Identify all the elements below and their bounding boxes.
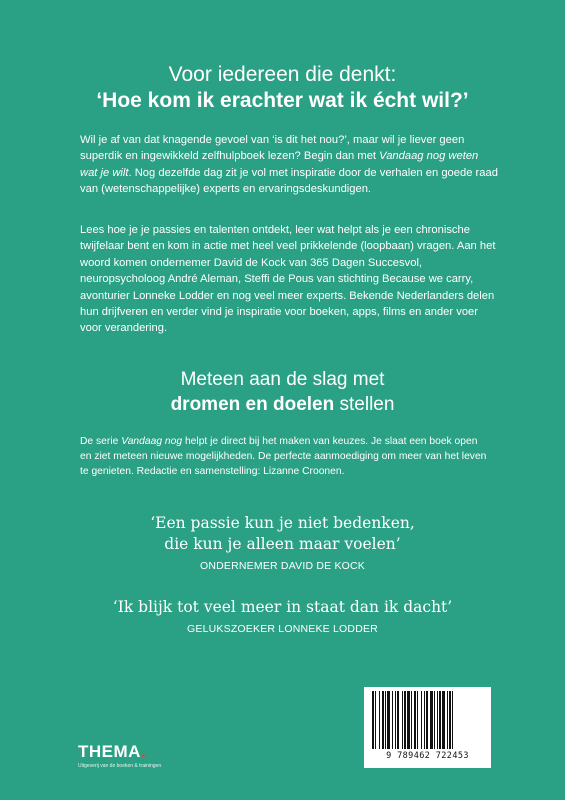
quote-1-line1: ‘Een passie kun je niet bedenken, xyxy=(150,514,415,532)
quote-1-line2: die kun je alleen maar voelen’ xyxy=(164,535,401,553)
publisher-logo xyxy=(78,742,161,770)
description-paragraph: Lees hoe je je passies en talenten ontdekt, leer wat helpt als je een chronische twijfelaar bent en kom in actie met heel veel prikkelende (loopbaan) vragen. Aan het woord komen ondernemer David de Kock van 365 Dagen Succesvol, neuropsycholoog André Aleman, Steffi de Pous van stichting Because we carry, avonturier Lonneke Lodder en nog veel meer experts. Bekende Nederlanders delen hun drijfveren en verder vind je inspiratie voor boeken, apps, films en ander voer voor verandering. xyxy=(80,224,496,335)
series-name: Vandaag nog xyxy=(121,436,183,447)
section-title-line2 xyxy=(0,392,565,417)
intro-text-a: Wil je af van dat knagende gevoel van ‘is dit het nou?’, maar wil je liever geen superdik en ingewikkeld zelfhulpboek lezen? Begin dan met xyxy=(80,134,465,163)
intro-paragraph xyxy=(80,132,498,198)
section-title xyxy=(0,367,565,417)
barcode-bars xyxy=(370,691,485,751)
section-title-line1: Meteen aan de slag met xyxy=(180,369,385,390)
publisher-name: THEMA xyxy=(78,742,141,761)
series-text-a: De serie xyxy=(80,436,122,447)
headline-line1: Voor iedereen die denkt: xyxy=(168,63,397,86)
quote-2-line1: ‘Ik blijk tot veel meer in staat dan ik dacht’ xyxy=(112,598,453,616)
headline xyxy=(0,62,565,114)
quote-2-attribution: GELUKSZOEKER LONNEKE LODDER xyxy=(187,623,378,635)
intro-book-title: Vandaag nog weten wat je wilt xyxy=(80,150,479,179)
series-paragraph xyxy=(80,434,490,479)
barcode-number: 9 789462 722453 xyxy=(386,751,469,761)
publisher-logo-dot: . xyxy=(140,742,146,761)
section-title-bold: dromen en doelen xyxy=(170,394,335,415)
publisher-tagline: Uitgeverij van de boeken & trainingen xyxy=(78,763,162,769)
section-title-rest: stellen xyxy=(334,394,395,415)
intro-text-b: . Nog dezelfde dag zit je vol met inspiratie door de verhalen en goede raad van (wetenschappelijke) experts en ervaringsdeskundigen. xyxy=(80,166,498,196)
quote-2 xyxy=(0,597,565,637)
quote-1 xyxy=(0,513,565,574)
series-text-b: helpt je direct bij het maken van keuzes. Je slaat een boek open en ziet meteen nieuwe mogelijkheden. De perfecte aanmoediging om meer van het leven te genieten. Redactie en samenstelling: Lizanne Croonen. xyxy=(80,436,487,477)
quote-1-attribution: ONDERNEMER DAVID DE KOCK xyxy=(199,560,366,572)
isbn-barcode xyxy=(364,687,491,768)
headline-question: ‘Hoe kom ik erachter wat ik écht wil?’ xyxy=(96,89,469,112)
